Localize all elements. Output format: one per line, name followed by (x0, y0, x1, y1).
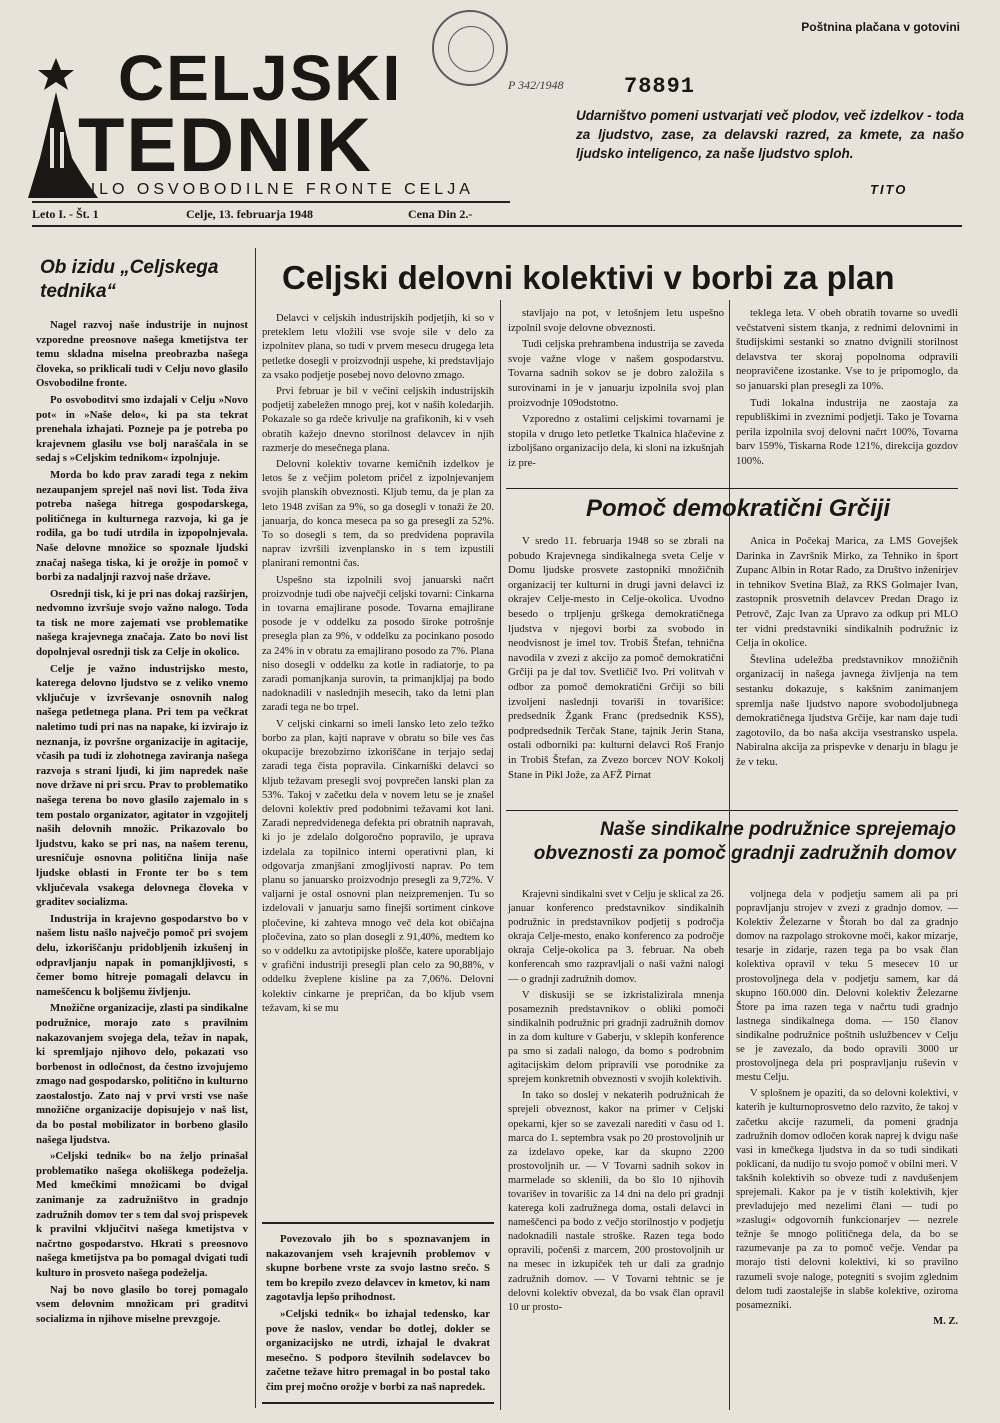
paragraph: V sredo 11. februarja 1948 so se zbrali na pobudo Krajevnega sindikalnega sveta Celje v Domu ljudske prosvete zastopniki množičnih organizacij ter kulturni in drugi javni delavci iz okrajev Celje-mesto in Celje-okolica. Uvodno besedo o trpljenju grškega demokratičnega ljudstva v njegovi borbi za svobodo in neodvisnost je imel tov. Trobiš Štefan, tehnična navodila v zvezi z akcijo za pomoč demokratični Grčiji pa je dal tov. Svetličič Ivo. Pri volitvah v odbor za pomoč demokratični Grčiji so bili izvoljeni naslednji tovariši in tovarišice: predsednik Žgank Franc (predsednik KSS), podpredsednik Terčak Stane, tajnik Jerin Stana, ostali odborniki pa: kulturni delavci Roš Franjo in Trobiš Štefan, za Zvezo borcev NOV Kokolj Stane in Pikl Jože, za AFŽ Pirnat (508, 535, 724, 781)
paragraph: Naj bo novo glasilo bo torej pomagalo vsem delovnim množicam pri graditvi socializma in njihove miselne prevzgoje. (36, 1283, 248, 1325)
main-article-col1 (262, 312, 494, 1018)
paragraph: stavljajo na pot, v letošnjem letu uspešno izpolnil svoje delovne obveznosti. (508, 307, 724, 334)
paragraph: Povezovalo jih bo s spoznavanjem in nakazovanjem vseh krajevnih problemov v skupne borbene vrste za svojo lastno srečo. S tem bo krepilo zvezo delavcev in kmetov, ki nam zagotavlja lepšo prihodnost. (266, 1233, 490, 1304)
price: Cena Din 2.- (408, 207, 473, 221)
paragraph: Nagel razvoj naše industrije in nujnost vzporedne preosnove našega kmetijstva ter temu skladna miselna preobrazba našega človeka, so priklicali tudi v Celju novo glasilo Osvobodilne fronte. (36, 319, 248, 390)
library-stamp (432, 10, 508, 86)
syndicate-article-title: Naše sindikalne podružnice sprejemajo obveznosti za pomoč gradnji zadružnih domov (533, 819, 956, 864)
column-divider (500, 300, 501, 1410)
paragraph: Delavci v celjskih industrijskih podjetjih, ki so v preteklem letu vložili vse svoje sile v delo za izpolnitev plana, so tudi v prvem mesecu drugega leta petletke dosegli v proizvodnji uspehe, ki predstavljajo za vsako podjetje posebej novo delovno zmago. (262, 313, 494, 381)
continuation-box (262, 1222, 494, 1404)
newspaper-subtitle: GLASILO OSVOBODILNE FRONTE CELJA (32, 181, 474, 198)
paragraph: teklega leta. V obeh obratih tovarne so uvedli večstatveni sistem tkanja, z rednimi delovnimi in študijskimi sestanki so znatno dvignili storilnost delavstva ter skoraj popolnoma odpravili neopravičene izostanke. Vse to je pripomoglo, da so januarski plan presegli za 10%. (736, 307, 958, 392)
paragraph: Uspešno sta izpolnili svoj januarski načrt proizvodnje tudi obe največji celjski tovarni: Cinkarna in tovarna emajlirane posode. Tovarna emajlirane posode je v oddelku za posodo široke potrošnje presegla plan za 9%, v oddelku za pocinkano posodo za 24% in v obratu za emajlirano posodo za 7%. Plana niso dosegli v oddelku za kotle in radiatorje, to pa zaradi pomanjkanja surovin, ta primanjkljaj pa bodo nadoknadili v naslednjih mesecih, tako da letni plan zaradi tega ne bo trpel. (262, 574, 494, 714)
paragraph: V celjski cinkarni so imeli lansko leto zelo težko borbo za plan, kajti naprave v obratu so bile ves čas okupacije brezobzirno izkoriščane in terjajo sedaj zaradi tega čista popravila. Cinkarniški delavci so kljub težavam presegli svoj povprečen lanski plan za 53%. Takoj v začetku dela v novem letu se je znašel delovni kolektiv pred podobnimi težavami kot lani. Zaradi nepredvidenega defekta pri obratnih napravah, ki jo je zdelalo dolgoročno popravilo, je uprava izdelala za topilnico interni operativni plan, ki odgovarja zmanjšani zmogljivosti naprav. Po tem planu so januarsko proizvodnjo presegli za 9,72%. V valjarni je ostal osnovni plan neizpremenjen. Tu so izdelovali v januarju samo finejši sortiment cinkove pločevine, ki zahteva mnogo več dela kot običajna pločevina, zato so plan dosegli z 91,40%, medtem ko so v oddelku za avtotipijske plošče, katere uporabljajo v grafični industriji presegli plan celo za 90,88%, v oddelku žveplene kisline pa za 7,06%. Delovni kolektiv cinkarne je prepričan, da bo kljub vsem težavam, ki se mu (262, 718, 494, 1014)
paragraph: Celje je važno industrijsko mesto, katerega delovno ljudstvo se z veliko vnemo vključuje v izvrševanje osnovnih nalog našega petletnega plana. Pri tem pa večkrat naletimo tudi pri nas na napake, ki izvirajo iz neznanja, iz površne organizacije in agitacije, včasih pa tudi iz zlohotnega zaviranja našega razvoja s strani ljudi, ki jim napredek naše nove države ni pri srcu. Prav to problematiko našega terena bo novo glasilo zajemalo in s tem postalo organizator, agitator in vzgojitelj naših delovnih množic. Prikazovalo bo ljudstvu, kako se pri nas, na našem terenu, uresničuje osnovna politična linija naše ljudske oblasti in Fronte ter bo s tem vključevala vsakega delovnega človeka v graditev socializma. (36, 662, 248, 909)
section-rule (506, 488, 958, 489)
issue-stamp-number: 78891 (624, 74, 696, 99)
paragraph: In tako so doslej v nekaterih podružnicah že sprejeli obveznost, kakor na primer v Celjski opekarni, kjer so se zavezali narediti v času od 1. marca do 1. septembra vsak po 20 prostovoljnih ur za izdelavo opeke, kar da skupno 2200 prostovoljnih ur. — V Tovarni sadnih sokov in marmelade so sklenili, da bo šlo 10 njihovih tovarišev in tovarišic za 14 dni na delo pri gradnji katerega koli zadružnega doma, ostali delavci in nameščenci pa bodo z večjo storilnostjo v podjetju nadoknadili nastale stroške. Razen tega bodo opravili, počenši z marcem, 200 prostovoljnih ur na mesec in izkupiček teh ur dali za gradnjo zadružnih domov. — V Tovarni tehtnic se je delovni kolektiv obvezal, da bo vsak član opravil 10 ur prosto- (508, 1090, 724, 1313)
greece-article-col3 (736, 534, 958, 772)
paragraph: Osrednji tisk, ki je pri nas dokaj razširjen, nedvomno izvršuje svojo važno nalogo. Toda ta tisk ne more zajemati vse problematike našega krajevnega značaja. Zato bo novi list dopolnjeval osrednji tisk za Celje in okolico. (36, 587, 248, 659)
main-article-title: Celjski delovni kolektivi v borbi za plan (282, 259, 895, 296)
paragraph: voljnega dela v podjetju samem ali pa pri popravljanju strojev v zvezi z gradnjo domov. — Kolektiv Železarne v Štorah bo dal za gradnjo domov na razpolago strokovne moči, kakor mizarje, tesarje in zidarje, razen tega pa bo vsak član kolektiva opravil v teku 5 mesecev 10 ur prostovoljnega dela v podjetju samem, kar dá skupno 160.000 din. Delovni kolektiv Železarne Štore pa ima razen tega v načrtu tudi gradnjo lastnega sindikalnega doma. — 150 članov sindikalne podružnice poštnih uslužbencev v Celju se je zavezalo, da bodo opravili 3000 ur prostovoljnega dela pri pospravljanju ruševin v mestu Celju. (736, 889, 958, 1084)
paragraph: Množične organizacije, zlasti pa sindikalne podružnice, morajo zato s pravilnim nakazovanjem svojega dela, težav in napak, ki spremljajo njihovo delo, pokazati vso borbenost in odločnost, da čestno izvojujemo zmago nad gospodarsko, politično in kulturno zaostalostjo. Zato naj v prvi vrsti vse naše množične organizacije dopisujejo v naš list, da bo postal mobilizator in borbeno glasilo našega ljudstva. (36, 1002, 248, 1146)
left-article-body (36, 318, 248, 1328)
paragraph: Tudi lokalna industrija ne zaostaja za republiškimi in zveznimi podjetji. Tako je Tovarna perila izpolnila svoj delovni načrt 100%, Tovarna barv 159%, Tiskarna Rode 121%, direkcija gozdov 100%. (736, 396, 958, 467)
paragraph: V splošnem je opaziti, da so delovni kolektivi, v katerih je kulturnoprosvetno delo razvito, že takoj v začetku akcije razumeli, da pomeni gradnja zadružnih domov odločen korak naprej k dvigu naše vasi in kmečkega ljudstva in da so tudi sindikati poklicani, da nudijo tu svojo pomoč v obilni meri. V takšnih kolektivih so obveze tudi z navdušenjem sprejemali. Kakor pa je v tistih kolektivih, kjer prevladujejo med nezelimi člani — tudi po »zaslugi« odgovornih funkcionarjev — nezrele težnje še mnogo političnega dela, da bo se razumevanje pa za to pomoč večje. Vendar pa morajo tisti delovni kolektivi, ki so pravilno razumeli svoje naloge, potegniti s svojim zglednim delom tudi zaostalejše in slabše kolektive, oziroma posamezniki. (736, 1088, 958, 1311)
main-article-col2 (508, 306, 724, 473)
volume-number: Leto I. - Št. 1 (32, 207, 99, 221)
article-author: M. Z. (933, 1315, 958, 1327)
continuation-body (266, 1232, 490, 1397)
syndicate-article-col3 (736, 888, 958, 1331)
paragraph: Delovni kolektiv tovarne kemičnih izdelkov je letos še z večjim poletom pričel z izpolnjevanjem svojih planskih obveznosti. Kljub temu, da je plan za leto 1948 zvišan za 9%, so ga dosegli v tonaži že 20. januarja, do konca meseca pa so ga presegli za 52%. To so dosegli s tem, da so predvidena popravila naprav izvršili izvenplansko in s tem izpustili planirani remontni čas. (262, 459, 494, 570)
syndicate-article-col2 (508, 888, 724, 1317)
paragraph: Prvi februar je bil v večini celjskih industrijskih podjetij zabeležen mnogo prej, kot v naših koledarjih. Pokazale so ga rdeče krivulje na grafikonih, ki v vseh obratih kažejo dnevno storilnost delavcev in njih razmerje do mesečnega plana. (262, 386, 494, 454)
greece-article-col2 (508, 534, 724, 784)
paragraph: Po osvoboditvi smo izdajali v Celju »Novo pot« in »Naše delo«, ki pa sta tekrat prenehala izhajati. Pozneje pa je potreba po krajevnem glasilu vse bolj naraščala in se sedaj s »Celjskim tednikom« izpolnjuje. (36, 393, 248, 465)
paragraph: V diskusiji se se izkristalizirala mnenja posameznih predstavnikov o obliki pomoči sindikalnih podružnic pri gradnji zadružnih domov in za dom kulture v Gaberju, v sklepih konference pa smo si zadali nalogo, da bomo s podrobnim agitacijskim delom pripravili vse porodnike za sprejem konkretnih obveznosti v svojih kolektivih. (508, 989, 724, 1086)
newspaper-title-line2: TEDNIK (78, 103, 373, 188)
paragraph: »Celjski tednik« bo izhajal tedensko, kar pove že naslov, vendar bo dotlej, dokler se organizacijsko ne utrdi, izhajal le dvakrat mesečno. S podporo številnih sodelavcev bo začetne težave hitro premagal in bo postal tako čim prej močno orožje v borbi za naš napredek. (266, 1307, 490, 1393)
postage-note: Poštnina plačana v gotovini (801, 20, 960, 34)
tito-quote: Udarništvo pomeni ustvarjati več plodov, več izdelkov - toda za ljudstvo, zase, za delavski razred, za kmete, za našo ljudsko inteligenco, za naše ljudstvo sploh. (576, 108, 964, 161)
paragraph: Števlina udeležba predstavnikov množičnih organizacij in našega javnega življenja na tem sestanku dokazuje, s kakšnim zanimanjem spremlja naše ljudstvo napore svobodoljubnega demokratičnega ljudstva Grčije, kar nam daje tudi zagotovilo, da bo naša akcija vsestransko uspela. Nabiralna akcija za prispevke v denarju in blagu je že v teku. (736, 653, 958, 768)
paragraph: Anica in Počekaj Marica, za LMS Govejšek Darinka in Završnik Mirko, za Tehniko in šport Zupanc Albin in Rotar Rado, za Društvo inženirjev in tehnikov Svetina Blaž, za RKS Golmajer Ivan, zastopnik prosvetnih delavcev Predan Drago iz Petrovč, Zajc Ivan za Upravo za odkup pri MLO ter vidni predstavniki sindikalnih podružnic iz Celja in okolice. (736, 535, 958, 650)
masthead-bottom-rule (32, 225, 962, 227)
quote-author: TITO (870, 182, 908, 197)
column-divider (255, 248, 256, 1408)
main-article-col3 (736, 306, 958, 471)
masthead-rule (32, 201, 510, 203)
handwritten-note: P 342/1948 (508, 78, 564, 92)
paragraph: Vzporedno z ostalimi celjskimi tovarnami je stopila v drugo leto petletke Tkalnica hlačevine z izboljšano organizacijo dela, ki sloni na izkušnjah iz pre- (508, 413, 724, 469)
paragraph: »Celjski tednik« bo na željo prinašal problematiko našega okoliškega podeželja. Med kmečkimi množicami bo dvigal zanimanje za zadružništvo in gradnjo zadružnih domov ter s tem dal svoj prispevek k pravilni vključitvi našega kmetijstva v načrtno gospodarstvo. Hkrati s preosnovo našega kmetijstva pa bo pomagal dvigati tudi kulturo in prosveto našega podeželja. (36, 1150, 248, 1279)
paragraph: Industrija in krajevno gospodarstvo bo v našem listu našlo največjo pomoč pri svojem delu, izkoriščanju pridobljenih izkušenj in odpravljanju napak in pomanjkljivosti, s čemer bomo hitreje pomagali delavcu in nameščencu k boljšemu življenju. (36, 912, 248, 998)
paragraph: Krajevni sindikalni svet v Celju je sklical za 26. januar konferenco predstavnikov sindikalnih podružnic in predstavnikov podjetij s področja okraja Celje-mesto, enako konferenco za področje okraja Celje-okolica pa 3. februar. Na obeh konferencah smo razpravljali o naši važni nalogi — o gradnji zadružnih domov. (508, 889, 724, 985)
paragraph: Tudi celjska prehrambena industrija se zaveda svoje važne vloge v našem gospodarstvu. Tovarna sadnih sokov se je dobro založila s surovinami in je v januarju izpolnila svoj plan proizvodnje 109odstotno. (508, 338, 724, 409)
place-date: Celje, 13. februarja 1948 (186, 207, 313, 221)
newspaper-title-line1: CELJSKI (118, 42, 403, 114)
left-article-title: Ob izidu „Celjskega tednika“ (40, 257, 219, 302)
section-rule (506, 810, 958, 811)
greece-article-title: Pomoč demokratični Grčiji (586, 495, 891, 522)
paragraph: Morda bo kdo prav zaradi tega z nekim nezaupanjem sprejel naš novi list. Toda živa potreba našega hitrega gospodarskega, političnega in kulturnega razvoja, ki ga je rodila, ga bo tudi utrdila in izpopolnjevala. Naše delovne množice so spoznale ljudski značaj našega tiska, ki je orožje in pomoč v borbi za nadaljnji razvoj naše države. (36, 468, 248, 584)
